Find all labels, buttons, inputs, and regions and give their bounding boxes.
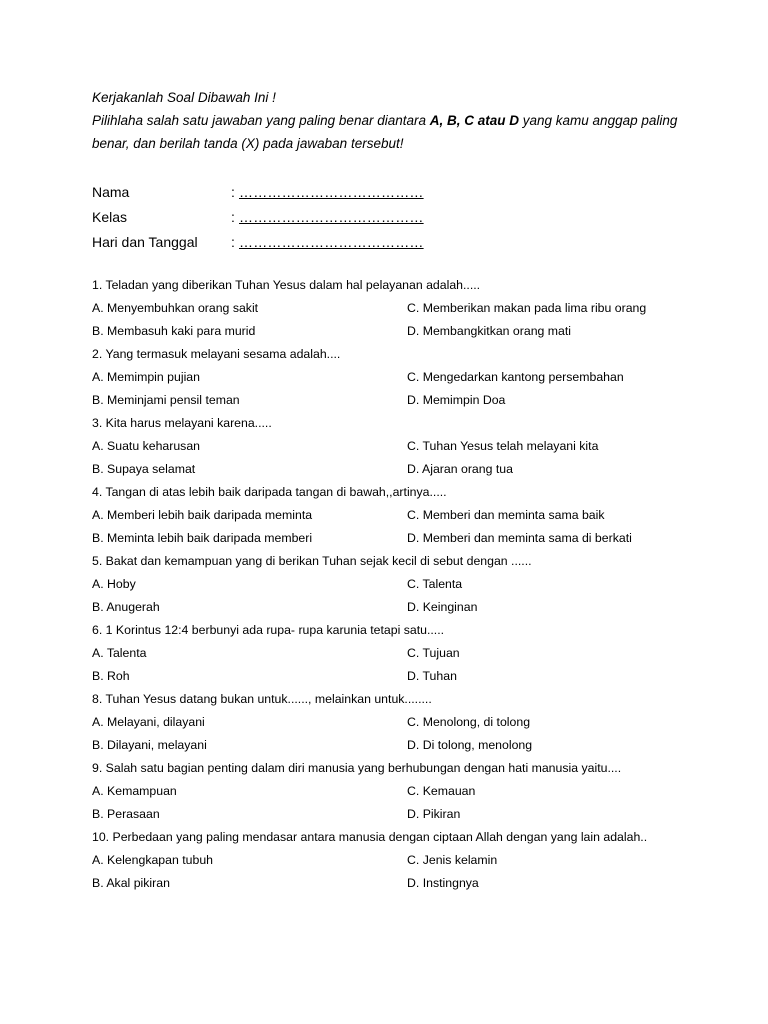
option-row <box>92 389 692 412</box>
option-c[interactable]: C. Memberi dan meminta sama baik <box>407 508 605 522</box>
option-a[interactable]: A. Memberi lebih baik daripada meminta <box>92 508 313 522</box>
identity-colon: : <box>231 233 235 250</box>
instruction-options-bold: A, B, C atau D <box>429 113 520 128</box>
option-row <box>92 527 692 550</box>
option-b[interactable]: B. Anugerah <box>92 600 160 614</box>
identity-colon: : <box>231 183 235 200</box>
option-c[interactable]: C. Menolong, di tolong <box>407 715 531 729</box>
instruction-line <box>92 109 692 132</box>
identity-blank-nama[interactable]: ………………………………… <box>239 183 424 200</box>
question-text: 10. Perbedaan yang paling mendasar antara manusia dengan ciptaan Allah dengan yang lain adalah.. <box>92 830 648 844</box>
option-c[interactable]: C. Tujuan <box>407 646 460 660</box>
option-d[interactable]: D. Keinginan <box>407 600 478 614</box>
option-d[interactable]: D. Ajaran orang tua <box>407 462 513 476</box>
identity-label: Nama <box>92 183 130 200</box>
option-b[interactable]: B. Membasuh kaki para murid <box>92 324 256 338</box>
option-row <box>92 320 692 343</box>
option-row <box>92 665 692 688</box>
option-c[interactable]: C. Kemauan <box>407 784 476 798</box>
option-row <box>92 642 692 665</box>
option-d[interactable]: D. Di tolong, menolong <box>407 738 533 752</box>
option-d[interactable]: D. Memberi dan meminta sama di berkati <box>407 531 632 545</box>
identity-row-hari-tanggal <box>92 229 692 254</box>
option-row <box>92 711 692 734</box>
option-a[interactable]: A. Kelengkapan tubuh <box>92 853 214 867</box>
question-text: 1. Teladan yang diberikan Tuhan Yesus dalam hal pelayanan adalah..... <box>92 278 481 292</box>
question-list <box>92 274 692 895</box>
option-d[interactable]: D. Pikiran <box>407 807 461 821</box>
option-b[interactable]: B. Akal pikiran <box>92 876 170 890</box>
option-row <box>92 504 692 527</box>
identity-blank-hari-tanggal[interactable]: ………………………………… <box>239 233 424 250</box>
option-c[interactable]: C. Mengedarkan kantong persembahan <box>407 370 624 384</box>
option-row <box>92 872 692 895</box>
option-b[interactable]: B. Perasaan <box>92 807 160 821</box>
question-text: 6. 1 Korintus 12:4 berbunyi ada rupa- rupa karunia tetapi satu..... <box>92 623 445 637</box>
identity-blank-kelas[interactable]: ………………………………… <box>239 208 424 225</box>
option-c[interactable]: C. Talenta <box>407 577 463 591</box>
option-d[interactable]: D. Memimpin Doa <box>407 393 506 407</box>
option-row <box>92 734 692 757</box>
option-row <box>92 596 692 619</box>
question-text: 9. Salah satu bagian penting dalam diri manusia yang berhubungan dengan hati manusia yaitu.... <box>92 761 622 775</box>
question-text: 3. Kita harus melayani karena..... <box>92 416 272 430</box>
option-row <box>92 803 692 826</box>
instruction-text-pre: Pilihlaha salah satu jawaban yang paling benar diantara <box>92 113 430 128</box>
identity-row-nama <box>92 179 692 204</box>
worksheet-page <box>92 86 692 895</box>
identity-label: Kelas <box>92 208 128 225</box>
option-a[interactable]: A. Melayani, dilayani <box>92 715 205 729</box>
question-text: 2. Yang termasuk melayani sesama adalah.... <box>92 347 341 361</box>
option-a[interactable]: A. Suatu keharusan <box>92 439 201 453</box>
option-a[interactable]: A. Hoby <box>92 577 136 591</box>
option-row <box>92 297 692 320</box>
option-b[interactable]: B. Meminjami pensil teman <box>92 393 240 407</box>
option-a[interactable]: A. Kemampuan <box>92 784 177 798</box>
option-row <box>92 435 692 458</box>
option-d[interactable]: D. Instingnya <box>407 876 479 890</box>
option-row <box>92 458 692 481</box>
option-row <box>92 849 692 872</box>
identity-colon: : <box>231 208 235 225</box>
option-b[interactable]: B. Dilayani, melayani <box>92 738 207 752</box>
option-row <box>92 366 692 389</box>
instruction-text-post: yang kamu anggap paling <box>519 113 678 128</box>
identity-section <box>92 179 692 254</box>
option-b[interactable]: B. Supaya selamat <box>92 462 196 476</box>
option-row <box>92 780 692 803</box>
option-a[interactable]: A. Memimpin pujian <box>92 370 200 384</box>
option-c[interactable]: C. Memberikan makan pada lima ribu orang <box>407 301 647 315</box>
question-text: 5. Bakat dan kemampuan yang di berikan Tuhan sejak kecil di sebut dengan ...... <box>92 554 532 568</box>
option-c[interactable]: C. Jenis kelamin <box>407 853 498 867</box>
question-text: 4. Tangan di atas lebih baik daripada tangan di bawah,,artinya..... <box>92 485 447 499</box>
identity-label: Hari dan Tanggal <box>92 233 198 250</box>
option-row <box>92 573 692 596</box>
option-a[interactable]: A. Menyembuhkan orang sakit <box>92 301 259 315</box>
option-b[interactable]: B. Roh <box>92 669 130 683</box>
option-d[interactable]: D. Membangkitkan orang mati <box>407 324 572 338</box>
option-c[interactable]: C. Tuhan Yesus telah melayani kita <box>407 439 599 453</box>
identity-row-kelas <box>92 204 692 229</box>
option-a[interactable]: A. Talenta <box>92 646 147 660</box>
option-b[interactable]: B. Meminta lebih baik daripada memberi <box>92 531 313 545</box>
instruction-title: Kerjakanlah Soal Dibawah Ini ! <box>92 90 276 105</box>
option-d[interactable]: D. Tuhan <box>407 669 457 683</box>
question-text: 8. Tuhan Yesus datang bukan untuk......, melainkan untuk........ <box>92 692 432 706</box>
instruction-line-2: benar, dan berilah tanda (X) pada jawaban tersebut! <box>92 136 404 151</box>
